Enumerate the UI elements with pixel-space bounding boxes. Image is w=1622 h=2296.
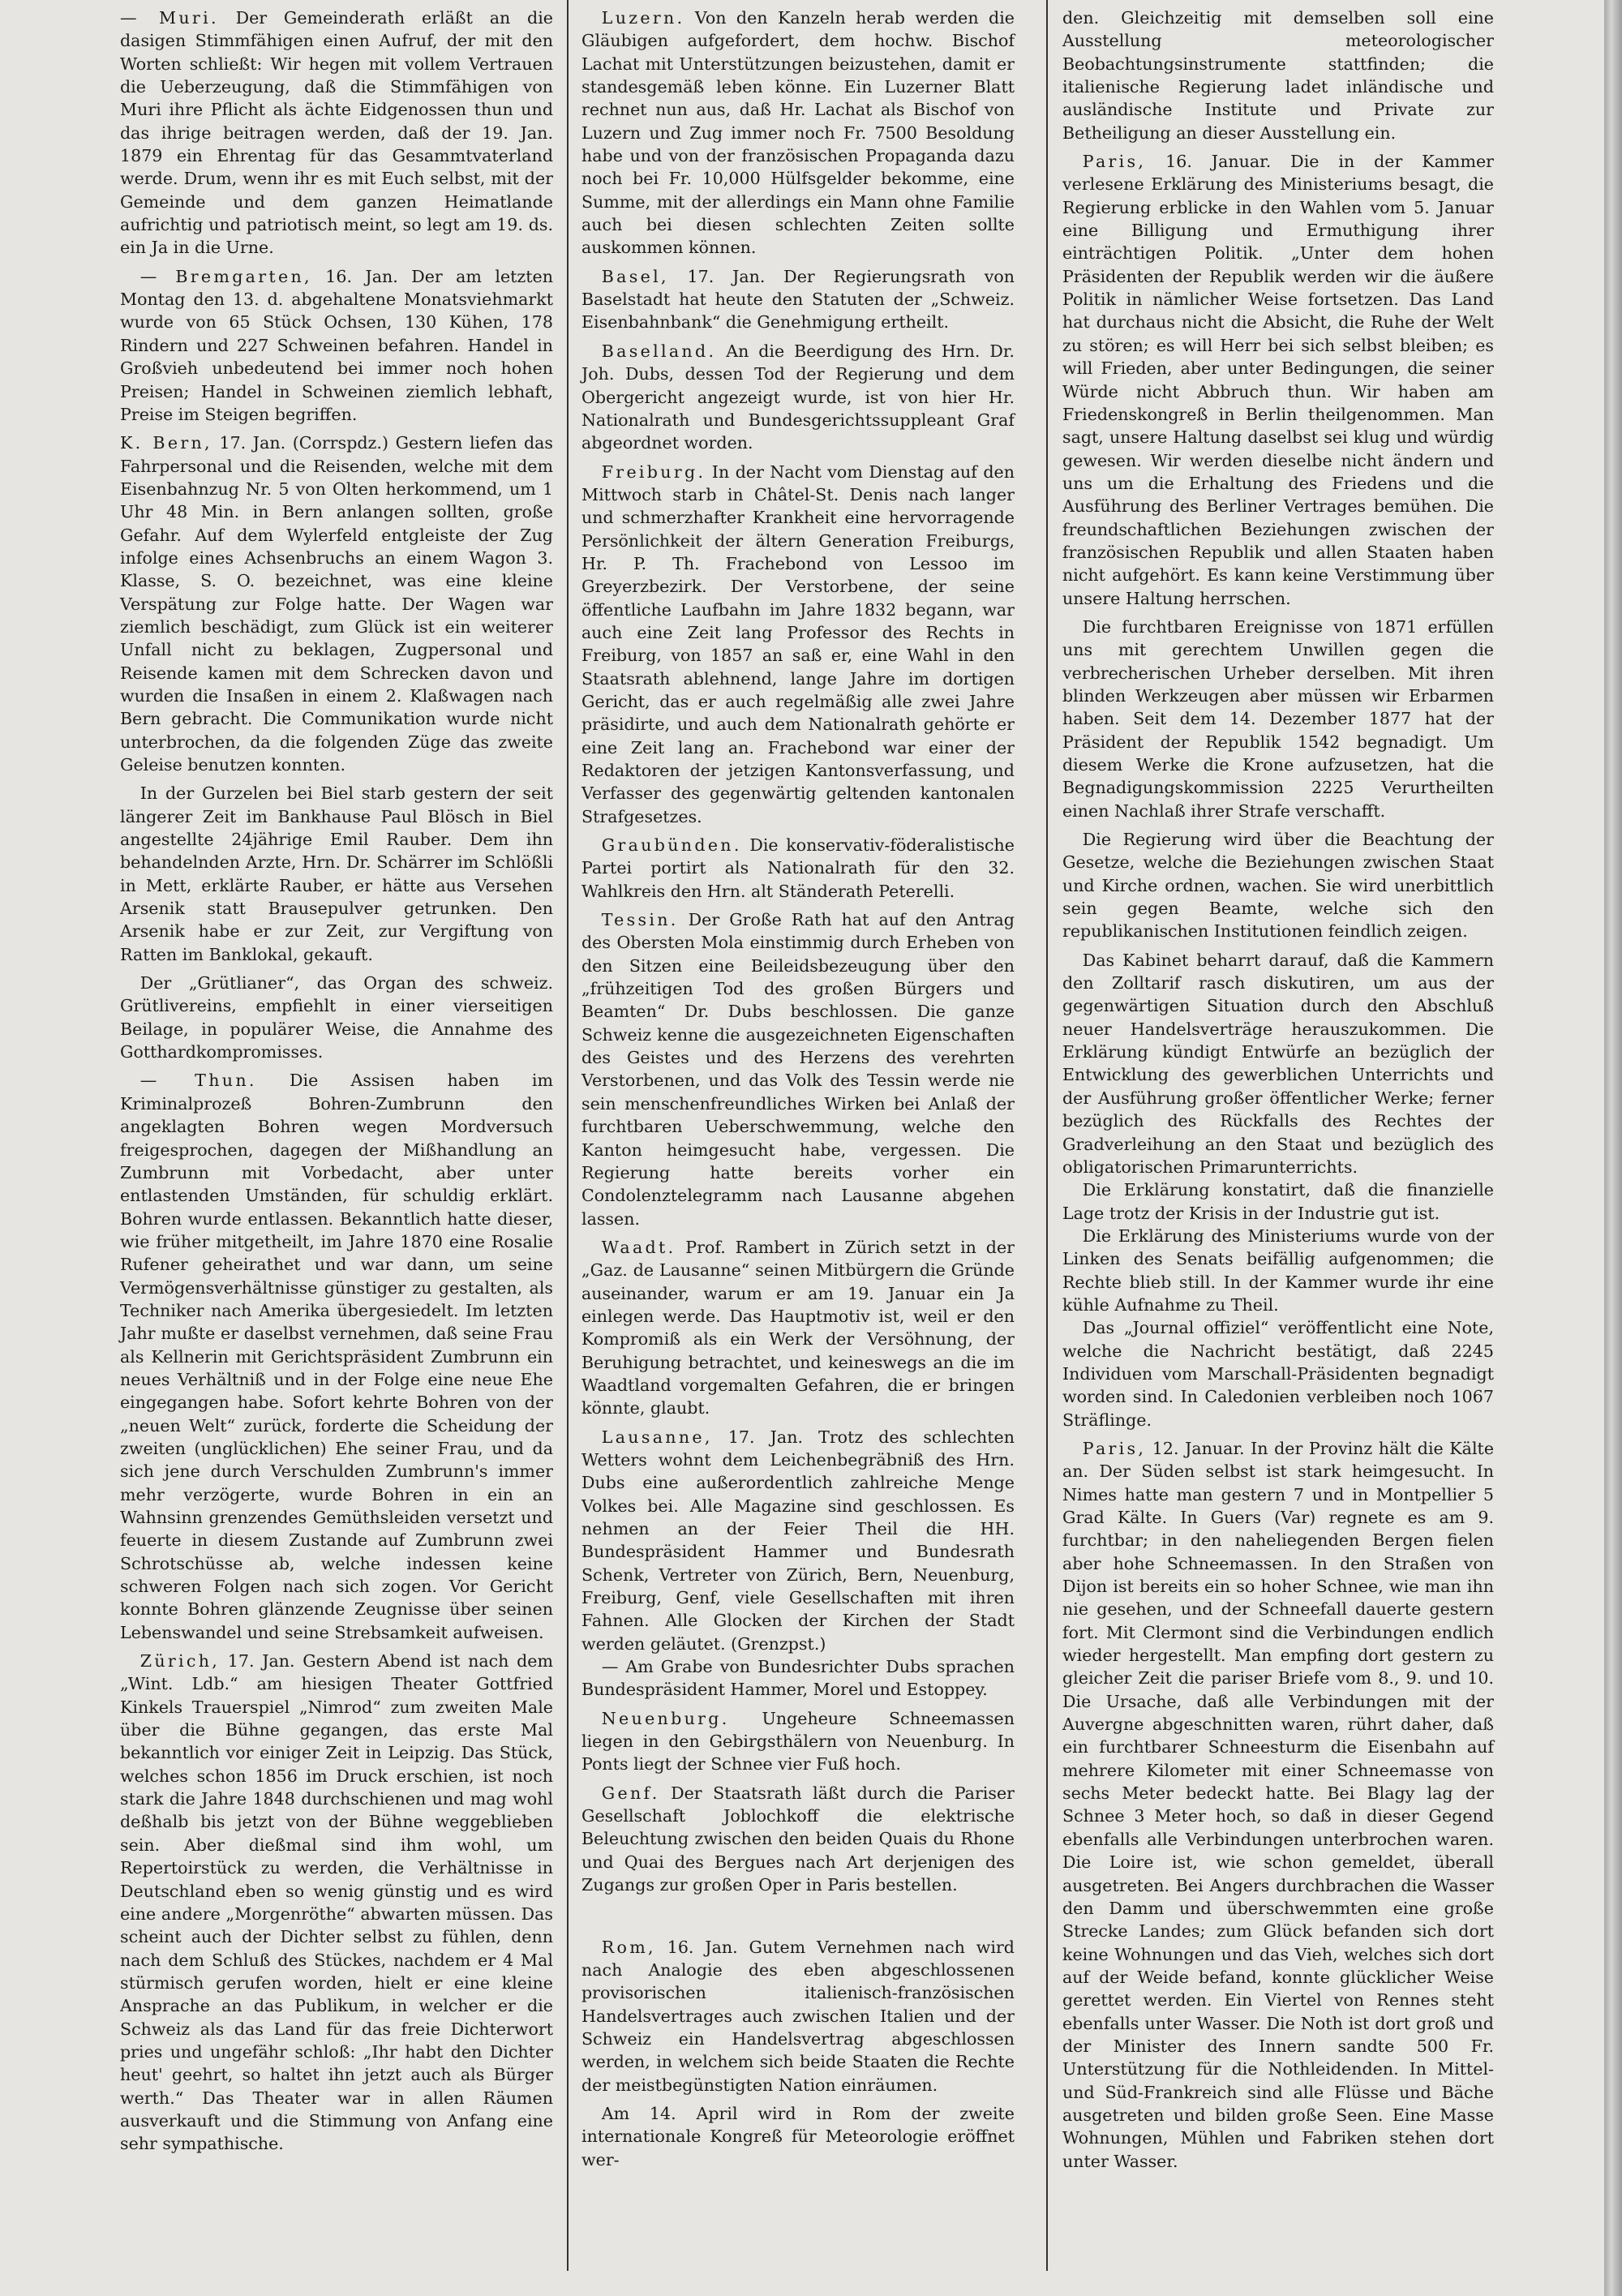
article-paragraph — [120, 972, 553, 1063]
article-text: 17. Jan. Gestern Abend ist nach dem „Wint. Ldb.“ am hiesigen Theater Gottfried Kinkels Trauerspiel „Nimrod“ zum zweiten Male über die Bühne gegangen, das erste Mal bekanntlich vor einiger Zeit in Leipzig. Das Stück, welches schon 1856 im Druck erschien, ist noch stark die Jahre 1848 durchschienen und mag wohl deßhalb bis jetzt von der Bühne weggeblieben sein. Aber dießmal sind ihm wohl, um Repertoirstück zu werden, die Verhältnisse in Deutschland eben so wenig günstig und es wird eine andere „Morgenröthe“ abwarten müssen. Das scheint auch der Dichter selbst zu fühlen, denn nach dem Schluß des Stückes, nachdem er 4 Mal stürmisch gerufen worden, hielt er eine kleine Ansprache an das Publikum, in welcher er die Schweiz als das Land für das freie Dichterwort pries und ungefähr schloß: „Ihr habt den Dichter heut' geehrt, so haltet ihn jetzt auch als Bürger werth.“ Das Theater war in allen Räumen ausverkauft und die Stimmung von Anfang eine sehr sympathische. — [120, 1651, 553, 2154]
article-paragraph — [1062, 1316, 1494, 1431]
article-paragraph — [581, 2102, 1015, 2171]
article-paragraph — [120, 265, 553, 426]
article-dateline: Luzern. — [601, 8, 685, 28]
article-paragraph — [1062, 1437, 1494, 2173]
article-text: Der „Grütlianer“, das Organ des schweiz. Grütlivereins, empfiehlt in einer vierseitigen Beilage, in populärer Weise, die Annahme des Gotthardkompromisses. — [120, 973, 553, 1062]
article-text: Die furchtbaren Ereignisse von 1871 erfüllen uns mit gerechtem Unwillen gegen die verbrecherischen Urheber derselben. Mit ihren blinden Werkzeugen aber müssen wir Erbarmen haben. Seit dem 14. Dezember 1877 hat der Präsident der Republik 1542 begnadigt. Um diesem Werke die Krone aufzusetzen, hat die Begnadigungskommission 2225 Verurtheilten einen Nachlaß ihrer Strafe verschafft. — [1062, 616, 1494, 821]
article-paragraph — [581, 1426, 1015, 1655]
article-dateline: Waadt. — [601, 1237, 676, 1257]
article-paragraph — [1062, 1178, 1494, 1225]
column-rule — [567, 0, 569, 2271]
article-dateline: Lausanne, — [601, 1427, 713, 1447]
article-text: 17. Jan. Trotz des schlechten Wetters wohnt dem Leichenbegräbniß des Hrn. Dubs eine außerordentlich zahlreiche Menge Volkes bei. Alle Magazine sind geschlossen. Es nehmen an der Feier Theil die HH. Bundespräsident Hammer und Bundesrath Schenk, Vertreter von Zürich, Bern, Neuenburg, Freiburg, Genf, viele Gesellschaften mit ihren Fahnen. Alle Glocken der Kirchen der Stadt werden geläutet. (Grenzpst.) — [581, 1427, 1015, 1654]
article-dateline: Paris, — [1082, 152, 1147, 172]
article-paragraph — [581, 1707, 1015, 1776]
article-dateline: — Muri. — [120, 8, 219, 28]
article-dateline: Rom, — [601, 1937, 656, 1957]
article-text: Die Erklärung des Ministeriums wurde von der Linken des Senats beifällig aufgenommen; die Rechte blieb still. In der Kammer wurde ihr eine kühle Aufnahme zu Theil. — [1062, 1225, 1494, 1315]
article-text: Ungeheure Schneemassen liegen in den Gebirgsthälern von Neuenburg. In Ponts liegt der Schnee vier Fuß hoch. — [581, 1708, 1015, 1775]
article-dateline: Neuenburg. — [601, 1708, 730, 1728]
article-dateline: Graubünden. — [601, 835, 742, 856]
article-text: Das Kabinet beharrt darauf, daß die Kammern den Zolltarif rasch diskutiren, um aus der gegenwärtigen Situation durch den Abschluß neuer Handelsverträge herauszukommen. Die Erklärung kündigt Entwürfe an bezüglich der Entwicklung des gewerblichen Unterrichts und der Ausführung großer öffentlicher Werke; ferner bezüglich des Rückfalls des Rechtes der Gradverleihung an den Staat und bezüglich des obligatorischen Primarunterrichts. — [1062, 950, 1494, 1177]
article-text: 17. Jan. (Corrspdz.) Gestern liefen das Fahrpersonal und die Reisenden, welche mit dem Eisenbahnzug Nr. 5 von Olten herkommend, um 1 Uhr 48 Min. in Bern anlangen sollten, große Gefahr. Auf dem Wylerfeld entgleiste der Zug infolge eines Achsenbruchs an einem Wagon 3. Klasse, S. O. bezeichnet, was eine kleine Verspätung zur Folge hatte. Der Wagen war ziemlich beschädigt, zum Glück ist ein weiterer Unfall nicht zu beklagen, Zugpersonal und Reisende kamen mit dem Schrecken davon und wurden die Insaßen in einem 2. Klaßwagen nach Bern gebracht. Die Communikation wurde nicht unterbrochen, da die folgenden Züge das zweite Geleise benutzen konnten. — [120, 433, 553, 775]
article-paragraph — [581, 6, 1015, 260]
article-text: 12. Januar. In der Provinz hält die Kälte an. Der Süden selbst ist stark heimgesucht. In Nimes hatte man gestern 7 und in Montpellier 5 Grad Kälte. In Guers (Var) regnete es am 9. furchtbar; in den naheliegenden Bergen fielen aber hohe Schneemassen. In den Straßen von Dijon ist bereits ein so hoher Schnee, wie man ihn nie gesehen, und der Schneefall dauerte gestern fort. Mit Clermont sind die Verbindungen endlich wieder hergestellt. Man empfing dort gestern zu gleicher Zeit die pariser Briefe vom 8., 9. und 10. Die Ursache, daß alle Verbindungen mit der Auvergne abgeschnitten waren, rührt daher, daß ein furchtbarer Schneesturm die Eisenbahn auf mehrere Kilometer mit einer Schneemasse von sechs Meter bedeckt hatte. Bei Blagy lag der Schnee 3 Meter hoch, so daß in dieser Gegend ebenfalls alle Verbindungen unterbrochen waren. Die Loire ist, wie schon gemeldet, überall ausgetreten. Bei Angers durchbrachen die Wasser den Damm und überschwemmten eine große Strecke Landes; zum Glück befanden sich dort keine Wohnungen und das Vieh, welches sich dort auf der Weide befand, konnte glücklicher Weise gerettet werden. Ein Viertel von Rennes steht ebenfalls unter Wasser. Die Noth ist dort groß und der Minister des Innern sandte 500 Fr. Unterstützung für die Nothleidenden. In Mittel- und Süd-Frankreich sind alle Flüsse und Bäche ausgetreten und bilden große Seen. Eine Masse Wohnungen, Mühlen und Fabriken stehen dort unter Wasser. — [1062, 1438, 1494, 2171]
article-paragraph — [1062, 6, 1494, 144]
article-text: den. Gleichzeitig mit demselben soll eine Ausstellung meteorologischer Beobachtungsinstrumente stattfinden; die italienische Regierung ladet inländische und ausländische Institute und Private zur Betheiligung an dieser Ausstellung ein. — [1062, 8, 1494, 143]
article-dateline: — Thun. — [139, 1071, 257, 1091]
article-paragraph — [581, 1936, 1015, 2096]
article-dateline: — Bremgarten, — [139, 266, 312, 286]
article-paragraph — [581, 834, 1015, 903]
article-paragraph — [581, 908, 1015, 1230]
article-paragraph — [120, 6, 553, 260]
column-rule — [1046, 0, 1048, 2271]
article-paragraph — [581, 1655, 1015, 1702]
article-paragraph — [1062, 828, 1494, 943]
article-dateline: Baselland. — [601, 341, 717, 361]
article-paragraph — [581, 1782, 1015, 1897]
article-text: 16. Jan. Gutem Vernehmen nach wird nach Analogie des eben abgeschlossenen provisorischen italienisch-französischen Handelsvertrages auch zwischen Italien und der Schweiz ein Handelsvertrag abgeschlossen werden, in welchem sich beide Staaten die Rechte der meistbegünstigten Nation einräumen. — [581, 1937, 1015, 2095]
article-paragraph — [120, 1650, 553, 2156]
article-paragraph — [120, 431, 553, 776]
page-edge — [1604, 0, 1622, 2296]
article-text: An die Beerdigung des Hrn. Dr. Joh. Dubs, dessen Tod der Regierung und dem Obergericht angezeigt wurde, ist von hier Hr. Nationalrath und Bundesgerichtssuppleant Graf abgeordnet worden. — [581, 341, 1015, 453]
article-text: Die konservativ-föderalistische Partei portirt als Nationalrath für den 32. Wahlkreis den Hrn. alt Ständerath Peterelli. — [581, 835, 1015, 901]
article-dateline: Basel, — [601, 266, 669, 286]
article-paragraph — [581, 340, 1015, 455]
column-left — [120, 0, 553, 2156]
article-text: Der Gemeinderath erläßt an die dasigen Stimmfähigen einen Aufruf, der mit den Worten schließt: Wir hegen mit vollem Vertrauen die Ueberzeugung, daß die Stimmfähigen von Muri ihre Pflicht als ächte Eidgenossen thun und das ihrige beitragen werden, daß der 19. Jan. 1879 ein Ehrentag für das Gesammtvaterland werde. Drum, wenn ihr es mit Euch selbst, mit der Gemeinde und dem ganzen Heimatlande aufrichtig und patriotisch meint, so legt am 19. ds. ein Ja in die Urne. — [120, 8, 553, 258]
article-text: Die Erklärung konstatirt, daß die finanzielle Lage trotz der Krisis in der Industrie gut ist. — [1062, 1180, 1494, 1223]
article-text: Die Assisen haben im Kriminalprozeß Bohren-Zumbrunn den angeklagten Bohren wegen Mordversuch freigesprochen, dagegen der Mißhandlung an Zumbrunn mit Vorbedacht, aber unter entlastenden Umständen, für schuldig erklärt. Bohren wurde entlassen. Bekanntlich hatte dieser, wie früher mitgetheilt, im Jahre 1870 eine Rosalie Rufener geheirathet und war dann, um seine Vermögensverhältnisse günstiger zu gestalten, als Techniker nach Amerika übergesiedelt. Im letzten Jahr mußte er daselbst vernehmen, daß seine Frau als Kellnerin mit Gerichtspräsident Zumbrunn ein neues Verhältniß und in der Folge eine neue Ehe eingegangen habe. Sofort kehrte Bohren von der „neuen Welt“ zurück, forderte die Scheidung der zweiten (unglücklichen) Ehe seiner Frau, und da sich jene durch Verschulden Zumbrunn's immer mehr verzögerte, wurde Bohren in ein an Wahnsinn grenzendes Gemüthsleiden versetzt und feuerte in diesem Zustande auf Zumbrunn zwei Schrotschüsse ab, welche indessen keine schweren Folgen nach sich zogen. Vor Gericht konnte Bohren glänzende Zeugnisse über seinen Lebenswandel und seine Strebsamkeit aufweisen. — [120, 1071, 553, 1642]
article-paragraph — [581, 461, 1015, 829]
article-text: — Am Grabe von Bundesrichter Dubs sprachen Bundespräsident Hammer, Morel und Estoppey. — [581, 1657, 1015, 1700]
article-text: 16. Januar. Die in der Kammer verlesene Erklärung des Ministeriums besagt, die Regierung erblicke in den Wahlen vom 5. Januar eine Billigung und Ermuthigung ihrer einträchtigen Politik. „Unter dem hohen Präsidenten der Republik werden wir die äußere Politik in nämlicher Weise fortsetzen. Das Land hat durchaus nicht die Absicht, die Ruhe der Welt zu stören; es will Herr bei sich selbst bleiben; es will Frieden, aber unter Bedingungen, die seiner Würde nicht Abbruch thun. Wir haben am Friedenskongreß in Berlin theilgenommen. Man sagt, unsere Haltung daselbst sei klug und würdig gewesen. Wir werden dieselbe nicht ändern und uns um die Erhaltung des Friedens und die Ausführung des Berliner Vertrages bemühen. Die freundschaftlichen Beziehungen zwischen der französischen Republik und allen Staaten haben nicht aufgehört. Es kann keine Verstimmung über unsere Haltung herrschen. — [1062, 152, 1494, 608]
article-paragraph — [1062, 150, 1494, 610]
article-paragraph — [120, 1069, 553, 1644]
article-dateline: Zürich, — [139, 1651, 221, 1672]
article-paragraph — [1062, 949, 1494, 1178]
article-paragraph — [581, 1236, 1015, 1420]
article-text: Prof. Rambert in Zürich setzt in der „Gaz. de Lausanne“ seinen Mitbürgern die Gründe auseinander, warum er am 19. Januar ein Ja einlegen werde. Das Hauptmotiv ist, weil er den Kompromiß als ein Werk der Versöhnung, der Beruhigung betrachtet, und keineswegs an die im Waadtland vorgemalten Gefahren, die er bringen könnte, glaubt. — [581, 1237, 1015, 1418]
article-dateline: Tessin. — [601, 910, 679, 930]
article-dateline: Genf. — [601, 1783, 660, 1803]
article-paragraph — [120, 782, 553, 966]
article-text: Am 14. April wird in Rom der zweite internationale Kongreß für Meteorologie eröffnet wer- — [581, 2103, 1015, 2169]
article-dateline: K. Bern, — [120, 433, 212, 453]
article-text: Der Große Rath hat auf den Antrag des Obersten Mola einstimmig durch Erheben von den Sitzen eine Beileidsbezeugung über den „frühzeitigen Tod des großen Bürgers und Beamten“ Dr. Dubs beschlossen. Die ganze Schweiz kenne die ausgezeichneten Eigenschaften des Geistes und des Herzens des verehrten Verstorbenen, und das Volk des Tessin werde nie sein menschenfreundliches Wirken bei Anlaß der furchtbaren Ueberschwemmung, welche den Kanton heimgesucht habe, vergessen. Die Regierung hatte bereits vorher ein Condolenztelegramm nach Lausanne abgehen lassen. — [581, 910, 1015, 1229]
article-dateline: Paris, — [1082, 1438, 1147, 1458]
article-dateline: Freiburg. — [601, 461, 706, 482]
article-text: 17. Jan. Der Regierungsrath von Baselstadt hat heute den Statuten der „Schweiz. Eisenbahnbank“ die Genehmigung ertheilt. — [581, 266, 1015, 333]
article-text: In der Gurzelen bei Biel starb gestern der seit längerer Zeit im Bankhause Paul Blösch in Biel angestellte 24jährige Emil Rauber. Dem ihn behandelnden Arzte, Hrn. Dr. Schärrer im Schlößli in Mett, erklärte Rauber, er hätte aus Versehen Arsenik statt Brausepulver getrunken. Den Arsenik habe er zur Zeit, zur Vergiftung von Ratten im Banklokal, gekauft. — [120, 783, 553, 964]
article-text: Die Regierung wird über die Beachtung der Gesetze, welche die Beziehungen zwischen Staat und Kirche ordnen, wachen. Sie wird unerbittlich sein gegen Beamte, welche sich den republikanischen Institutionen feindlich zeigen. — [1062, 830, 1494, 942]
column-right — [1062, 0, 1494, 2173]
article-text: Das „Journal offiziel“ veröffentlicht eine Note, welche die Nachricht bestätigt, daß 2245 Individuen vom Marschall-Präsidenten begnadigt worden sind. In Caledonien verbleiben noch 1067 Sträflinge. — [1062, 1318, 1494, 1430]
article-paragraph — [581, 265, 1015, 334]
article-text: 16. Jan. Der am letzten Montag den 13. d. abgehaltene Monatsviehmarkt wurde von 65 Stück Ochsen, 130 Kühen, 178 Rindern und 227 Schweinen befahren. Handel in Großvieh unbedeutend bei immer noch hohen Preisen; Handel in Schweinen ziemlich lebhaft, Preise im Steigen begriffen. — [120, 266, 553, 424]
article-text: Der Staatsrath läßt durch die Pariser Gesellschaft Joblochkoff die elektrische Beleuchtung zwischen den beiden Quais du Rhone und Quai des Bergues nach Art derjenigen des Zugangs zur großen Oper in Paris bestellen. — [581, 1783, 1015, 1895]
article-paragraph — [1062, 1225, 1494, 1316]
article-text: In der Nacht vom Dienstag auf den Mittwoch starb in Châtel-St. Denis nach langer und schmerzhafter Krankheit eine hervorragende Persönlichkeit der ältern Generation Freiburgs, Hr. P. Th. Frachebond von Lessoo im Greyerzbezirk. Der Verstorbene, der seine öffentliche Laufbahn im Jahre 1832 begann, war auch eine Zeit lang Professor des Rechts in Freiburg, von 1857 an saß er, eine Wahl in den Staatsrath ablehnend, lange Jahre im dortigen Gericht, das er auch regelmäßig alle zwei Jahre präsidirte, und auch dem Nationalrath gehörte er eine Zeit lang an. Frachebond war einer der Redaktoren der jetzigen Kantonsverfassung, und Verfasser des gegenwärtig geltenden kantonalen Strafgesetzes. — [581, 461, 1015, 826]
column-middle — [581, 0, 1015, 2171]
article-paragraph — [1062, 616, 1494, 822]
article-text: Von den Kanzeln herab werden die Gläubigen aufgefordert, dem hochw. Bischof Lachat mit Unterstützungen beizustehen, damit er standesgemäß leben könne. Ein Luzerner Blatt rechnet nun aus, daß Hr. Lachat als Bischof von Luzern und Zug immer noch Fr. 7500 Besoldung habe und von der französischen Propaganda dazu noch bei Fr. 10,000 Hülfsgelder bekomme, eine Summe, mit der allerdings ein Mann ohne Familie auch bei diesen schlechten Zeiten sollte auskommen können. — [581, 8, 1015, 258]
